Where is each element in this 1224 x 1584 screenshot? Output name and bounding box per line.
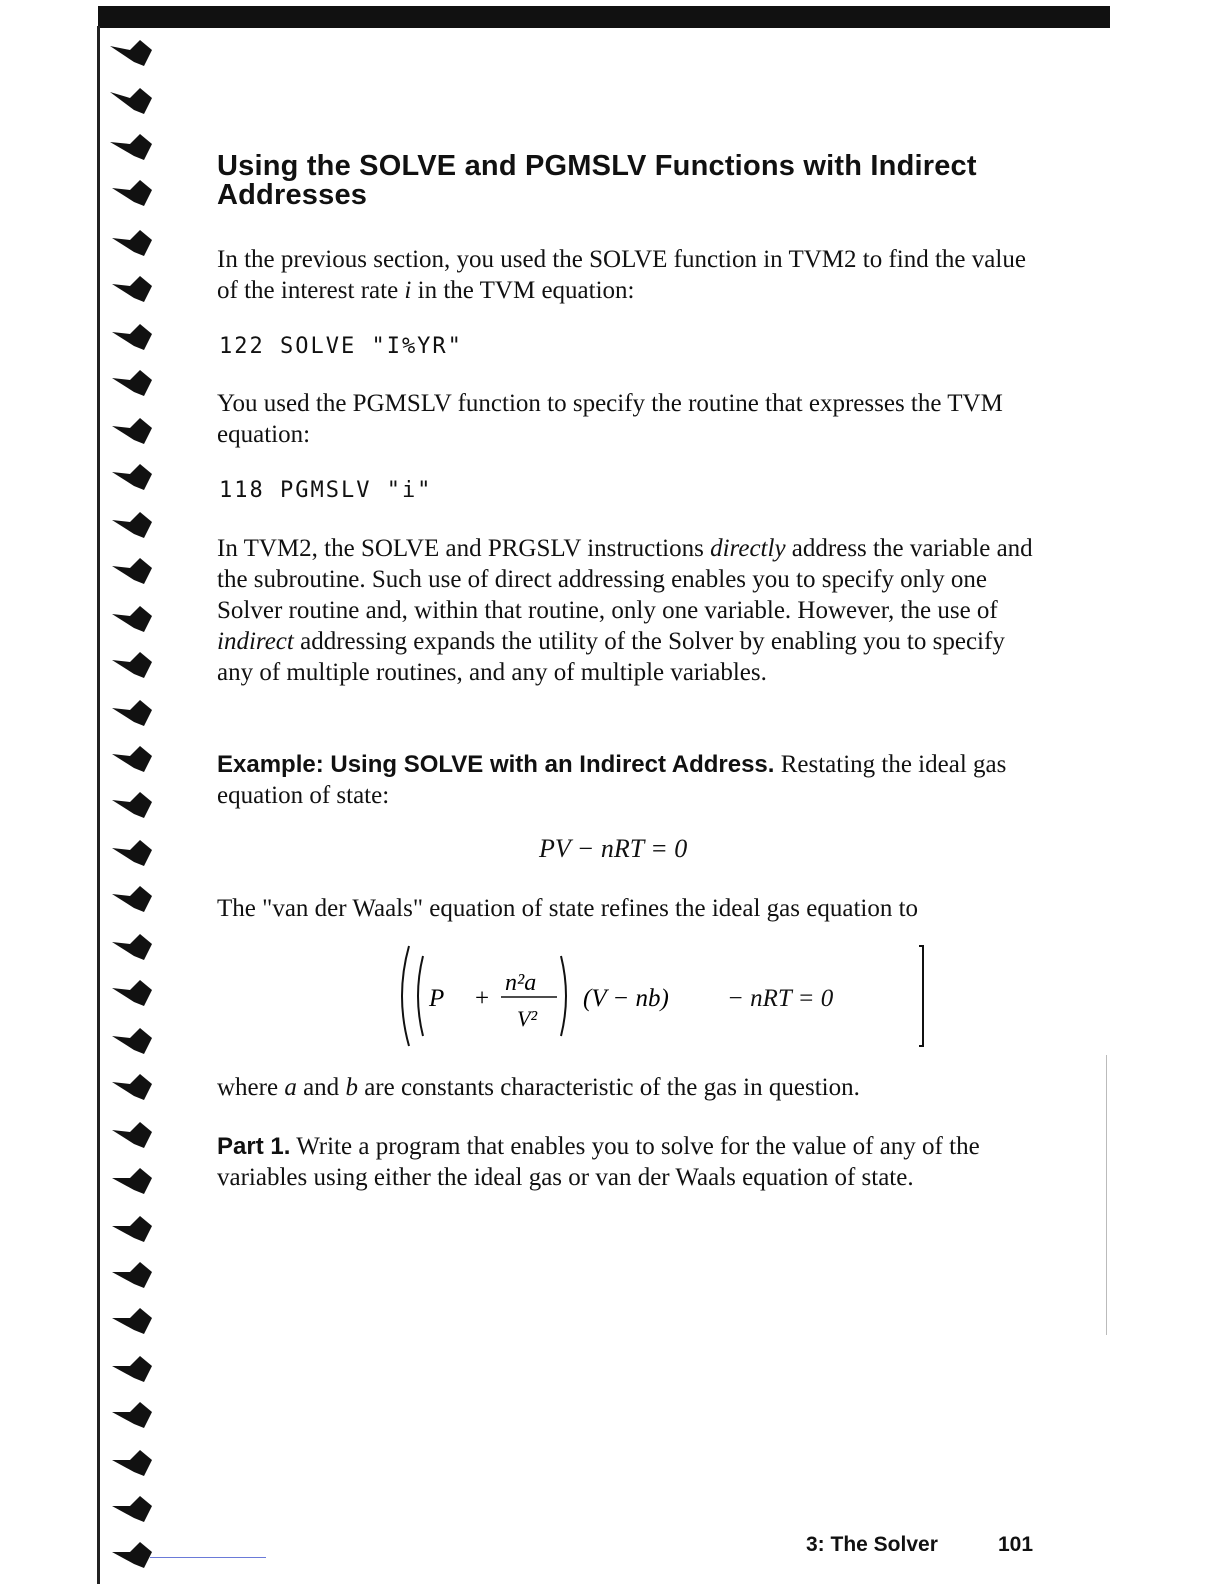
emphasis-directly: directly xyxy=(710,535,786,562)
binding-hole-icon xyxy=(108,1072,154,1102)
example-label: Example: Using SOLVE with an Indirect Address. xyxy=(217,751,775,778)
binding-edge xyxy=(97,26,100,1584)
paragraph-direct-indirect xyxy=(217,533,1047,688)
binding-hole-icon xyxy=(108,978,154,1008)
scan-right-mark xyxy=(1106,1055,1107,1335)
binding-hole-icon xyxy=(108,86,154,116)
para1-text: In the previous section, you used the SOLVE function in TVM2 to find the value of the interest rate xyxy=(217,246,1026,304)
para3-text-a: In TVM2, the SOLVE and PRGSLV instructions xyxy=(217,535,704,562)
eq-numerator: n²a xyxy=(505,970,537,996)
section-heading: Using the SOLVE and PGMSLV Functions with Indirect Addresses xyxy=(217,150,977,211)
binding-hole-icon xyxy=(108,38,154,68)
binding-hole-icon xyxy=(108,1494,154,1524)
binding-hole-icon xyxy=(108,1400,154,1430)
binding-hole-icon xyxy=(108,744,154,774)
scan-top-border xyxy=(98,6,1110,28)
footer-page-number: 101 xyxy=(998,1533,1034,1556)
binding-hole-icon xyxy=(108,368,154,398)
paragraph-pgmslv: You used the PGMSLV function to specify the routine that expresses the TVM equation: xyxy=(217,390,1003,448)
example-text: Restating the ideal gas equation of state: xyxy=(217,751,1007,809)
var-b: b xyxy=(345,1074,358,1101)
binding-hole-icon xyxy=(108,322,154,352)
eq-denominator: V² xyxy=(517,1006,538,1031)
outer-paren-left xyxy=(402,946,409,1046)
var-i: i xyxy=(404,277,412,304)
binding-hole-icon xyxy=(108,1448,154,1478)
paragraph-example xyxy=(217,749,1047,811)
where-word: where xyxy=(217,1074,279,1101)
ideal-gas-equation: PV − nRT = 0 xyxy=(539,834,688,863)
binding-hole-icon xyxy=(108,1354,154,1384)
part1-text: Write a program that enables you to solve for the value of any of the variables using either the ideal gas or van der Waals equation of state. xyxy=(217,1133,980,1191)
para3-text-c: addressing expands the utility of the Solver by enabling you to specify any of multiple routines, and any of multiple variables. xyxy=(217,628,1005,686)
paragraph-intro xyxy=(217,244,1047,306)
para3-text-b: address the variable and the subroutine. Such use of direct addressing enables you to specify only one Solver routine and, within that routine, only one variable. However, the use of xyxy=(217,535,1033,624)
binding-hole-icon xyxy=(108,1260,154,1290)
binding-hole-icon xyxy=(108,1120,154,1150)
code-line-solve: 122 SOLVE "I%YR" xyxy=(219,334,463,359)
scan-bottom-mark xyxy=(150,1557,266,1558)
binding-hole-icon xyxy=(108,556,154,586)
eq-p: P xyxy=(429,985,445,1012)
inner-paren-right xyxy=(561,956,566,1036)
var-a: a xyxy=(284,1074,297,1101)
binding-hole-icon xyxy=(108,510,154,540)
binding-hole-icon xyxy=(108,932,154,962)
binding-hole-icon xyxy=(108,1306,154,1336)
inner-paren-left xyxy=(418,956,423,1036)
paragraph-van-der-waals: The "van der Waals" equation of state refines the ideal gas equation to xyxy=(217,895,919,922)
binding-hole-icon xyxy=(108,1540,154,1570)
part1-label: Part 1. xyxy=(217,1133,291,1160)
binding-hole-icon xyxy=(108,228,154,258)
paragraph-part1 xyxy=(217,1131,1047,1193)
binding-hole-icon xyxy=(108,884,154,914)
binding-hole-icon xyxy=(108,132,154,162)
binding-hole-icon xyxy=(108,1026,154,1056)
binding-hole-icon xyxy=(108,462,154,492)
binding-hole-icon xyxy=(108,698,154,728)
and-word: and xyxy=(303,1074,340,1101)
binding-hole-icon xyxy=(108,838,154,868)
binding-hole-icon xyxy=(108,790,154,820)
binding-hole-icon xyxy=(108,604,154,634)
binding-hole-icon xyxy=(108,1214,154,1244)
eq-plus: + xyxy=(475,985,490,1012)
binding-hole-icon xyxy=(108,1166,154,1196)
van-der-waals-equation xyxy=(393,940,953,1052)
binding-hole-icon xyxy=(108,416,154,446)
outer-bracket-right xyxy=(919,946,923,1046)
footer-chapter: 3: The Solver xyxy=(806,1533,938,1556)
code-line-pgmslv: 118 PGMSLV "i" xyxy=(219,478,433,503)
eq-factor: (V − nb) xyxy=(583,985,669,1012)
where-rest: are constants characteristic of the gas in question. xyxy=(364,1074,860,1101)
binding-hole-icon xyxy=(108,274,154,304)
emphasis-indirect: indirect xyxy=(217,628,294,655)
eq-tail: − nRT = 0 xyxy=(727,985,834,1012)
binding-hole-icon xyxy=(108,650,154,680)
para1-end-text: in the TVM equation: xyxy=(417,277,635,304)
paragraph-where xyxy=(217,1072,1047,1103)
binding-hole-icon xyxy=(108,178,154,208)
